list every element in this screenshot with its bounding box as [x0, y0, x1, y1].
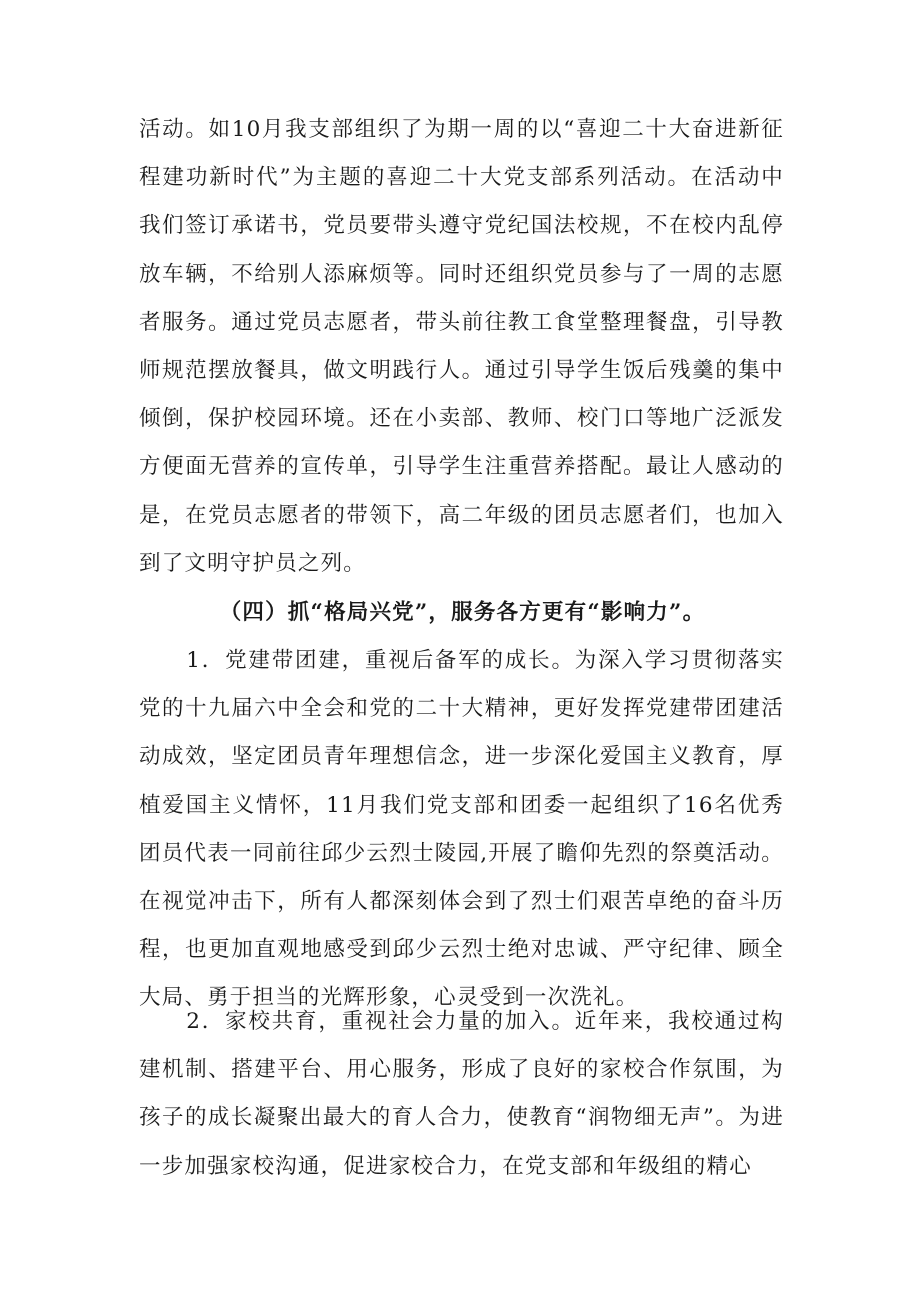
- paragraph-home-school: 2．家校共育，重视社会力量的加入。近年来，我校通过构建机制、搭建平台、用心服务，形成了良好的家校合作氛围，为孩子的成长凝聚出最大的育人合力，使教育“润物细无声”。为进一步加强家校沟通，促进家校合力，在党支部和年级组的精心: [139, 1009, 784, 1179]
- continued-paragraph: 活动。如10月我支部组织了为期一周的以“喜迎二十大奋进新征程建功新时代”为主题的喜迎二十大党支部系列活动。在活动中我们签订承诺书，党员要带头遵守党纪国法校规，不在校内乱停放车辆，不给别人添麻烦等。同时还组织党员参与了一周的志愿者服务。通过党员志愿者，带头前往教工食堂整理餐盘，引导教师规范摆放餐具，做文明践行人。通过引导学生饭后残羹的集中倾倒，保护校园环境。还在小卖部、教师、校门口等地广泛派发方便面无营养的宣传单，引导学生注重营养搭配。最让人感动的是，在党员志愿者的带领下，高二年级的团员志愿者们，也加入到了文明守护员之列。: [139, 117, 784, 576]
- section-heading: （四）抓“格局兴党”，服务各方更有“影响力”。: [219, 600, 706, 625]
- paragraph-party-league: 1．党建带团建，重视后备军的成长。为深入学习贯彻落实党的十九届六中全会和党的二十大精神，更好发挥党建带团建活动成效，坚定团员青年理想信念，进一步深化爱国主义教育，厚植爱国主义情怀，11月我们党支部和团委一起组织了16名优秀团员代表一同前往邱少云烈士陵园,开展了瞻仰先烈的祭奠活动。在视觉冲击下，所有人都深刻体会到了烈士们艰苦卓绝的奋斗历程，也更加直观地感受到邱少云烈士绝对忠诚、严守纪律、顾全大局、勇于担当的光辉形象，心灵受到一次洗礼。: [139, 648, 784, 1011]
